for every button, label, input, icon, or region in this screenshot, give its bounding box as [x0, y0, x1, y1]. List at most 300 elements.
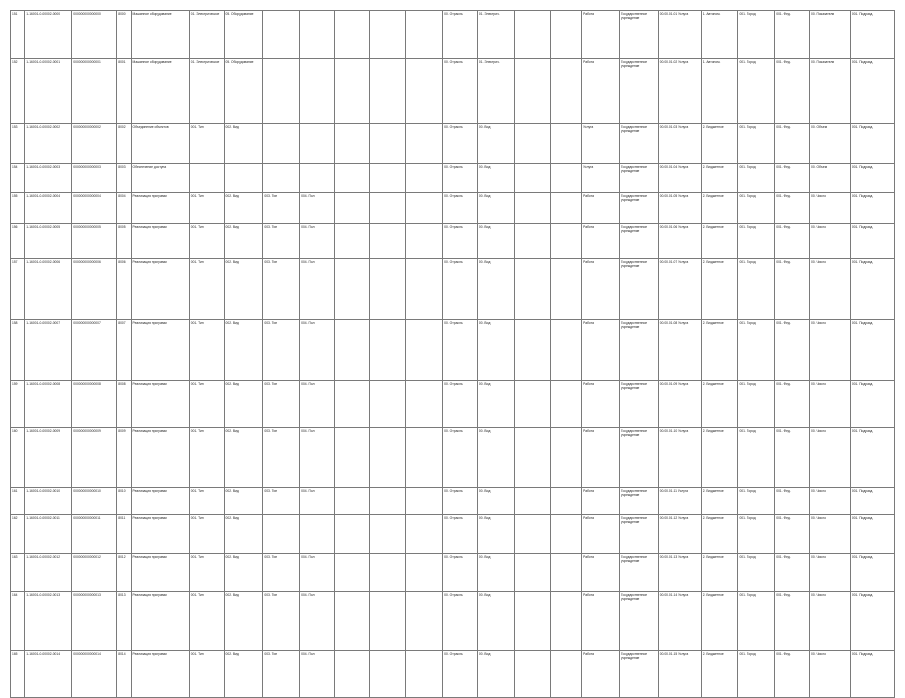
table-cell: Реализация программ — [131, 515, 189, 554]
table-cell: 000000000000009 — [72, 428, 117, 488]
table-cell: 01. Электрическое — [189, 59, 224, 124]
table-cell: 001. Тип — [189, 554, 224, 592]
table-cell: 01. Электрическое — [189, 11, 224, 59]
table-cell: 000000000000014 — [72, 651, 117, 698]
table-cell: 1-16001-0-00002-0001 — [25, 59, 72, 124]
table-cell — [369, 11, 406, 59]
table-cell: 003. Тип — [263, 320, 300, 381]
table-cell: 1-16001-0-00002-0002 — [25, 124, 72, 164]
table-cell — [369, 592, 406, 651]
table-cell: 1-16001-0-00002-0014 — [25, 651, 72, 698]
table-cell: 00. Отрасль — [443, 428, 478, 488]
table-cell: 00. Вид — [477, 554, 514, 592]
table-cell: Услуга — [582, 164, 620, 193]
table-cell: 155 — [11, 193, 25, 224]
table-cell: Работа — [582, 259, 620, 320]
table-cell: 2. Бюджетное — [701, 515, 738, 554]
table-cell: 001. Тип — [189, 320, 224, 381]
table-cell: 00. Отрасль — [443, 59, 478, 124]
table-cell: 001. Город — [738, 259, 775, 320]
table-cell: 001. Город — [738, 515, 775, 554]
table-row — [11, 320, 895, 381]
table-cell: 001. Фед. — [775, 59, 810, 124]
table-cell: 003. Тип — [263, 554, 300, 592]
table-cell: 00. Вид — [477, 428, 514, 488]
table-cell — [334, 224, 369, 259]
table-cell: 1-16001-0-00002-0008 — [25, 381, 72, 428]
table-cell: 8007 — [117, 320, 131, 381]
table-cell: 8004 — [117, 193, 131, 224]
table-cell: 001. Фед. — [775, 592, 810, 651]
table-cell — [334, 320, 369, 381]
table-cell: 001. Город — [738, 592, 775, 651]
table-cell: 001. Подразд. — [850, 381, 894, 428]
table-cell: 004. Пол — [300, 193, 335, 224]
table-cell: 2. Бюджетное — [701, 320, 738, 381]
table-cell: 00. Отрасль — [443, 515, 478, 554]
table-cell — [514, 193, 551, 224]
table-cell: 1-16001-0-00002-0009 — [25, 428, 72, 488]
table-cell — [406, 515, 443, 554]
table-cell: 00.00.01.05 Услуга — [658, 193, 701, 224]
table-cell: 001. Фед. — [775, 164, 810, 193]
table-cell: 001. Подразд. — [850, 320, 894, 381]
table-cell: 00.00.01.11 Услуга — [658, 488, 701, 515]
table-cell: Объединение объектов — [131, 124, 189, 164]
table-cell: 001. Город — [738, 193, 775, 224]
table-cell: 004. Пол — [300, 554, 335, 592]
table-cell: 001. Фед. — [775, 515, 810, 554]
table-cell: 001. Город — [738, 124, 775, 164]
table-cell: 1-16001-0-00002-0004 — [25, 193, 72, 224]
table-cell — [369, 488, 406, 515]
table-cell: Реализация программ — [131, 592, 189, 651]
table-cell: 004. Пол — [300, 428, 335, 488]
table-cell: 004. Пол — [300, 320, 335, 381]
table-cell — [406, 488, 443, 515]
table-cell: 000000000000007 — [72, 320, 117, 381]
table-cell: 00. Вид — [477, 488, 514, 515]
table-cell — [369, 381, 406, 428]
table-cell: 001. Фед. — [775, 224, 810, 259]
table-cell: 00. Отрасль — [443, 320, 478, 381]
table-cell — [224, 164, 263, 193]
table-cell — [369, 554, 406, 592]
table-cell: 00.00.01.10 Услуга — [658, 428, 701, 488]
table-cell: 2. Бюджетное — [701, 224, 738, 259]
table-cell — [551, 515, 582, 554]
table-cell: 1-16001-0-00002-0006 — [25, 259, 72, 320]
table-cell: Государственное учреждение — [619, 651, 658, 698]
table-cell: 00.00.01.06 Услуга — [658, 224, 701, 259]
table-cell: 00.00.01.02 Услуга — [658, 59, 701, 124]
table-cell: 2. Бюджетное — [701, 259, 738, 320]
table-cell — [406, 381, 443, 428]
table-cell: Работа — [582, 193, 620, 224]
table-cell: 001. Тип — [189, 651, 224, 698]
table-cell: 05. Оборудование — [224, 59, 263, 124]
table-cell — [334, 11, 369, 59]
table-cell: Государственное учреждение — [619, 59, 658, 124]
table-cell — [406, 651, 443, 698]
table-cell: 000000000000005 — [72, 224, 117, 259]
table-cell: 001. Тип — [189, 428, 224, 488]
table-cell — [334, 193, 369, 224]
table-cell: 2. Бюджетное — [701, 592, 738, 651]
table-cell: Государственное учреждение — [619, 428, 658, 488]
table-cell: 01. Электрич. — [477, 11, 514, 59]
table-cell: 161 — [11, 488, 25, 515]
table-cell — [514, 554, 551, 592]
table-row — [11, 259, 895, 320]
table-cell: 001. Фед. — [775, 259, 810, 320]
table-cell: 002. Вид — [224, 124, 263, 164]
table-cell: 004. Пол — [300, 259, 335, 320]
table-cell: 8010 — [117, 488, 131, 515]
table-cell: 151 — [11, 11, 25, 59]
table-cell: 00.00.01.07 Услуга — [658, 259, 701, 320]
table-cell: 1-16001-0-00002-0012 — [25, 554, 72, 592]
table-cell: 000000000000008 — [72, 381, 117, 428]
table-cell: 00. Показатели — [809, 59, 850, 124]
table-cell: Реализация программ — [131, 488, 189, 515]
table-cell: 000000000000011 — [72, 515, 117, 554]
table-cell — [514, 124, 551, 164]
table-cell: Государственное учреждение — [619, 164, 658, 193]
table-cell: 001. Город — [738, 11, 775, 59]
table-cell: 000000000000003 — [72, 164, 117, 193]
table-cell — [551, 11, 582, 59]
table-cell: 001. Подразд. — [850, 124, 894, 164]
table-cell: 001. Подразд. — [850, 651, 894, 698]
table-cell: 00. Число — [809, 193, 850, 224]
table-cell — [551, 554, 582, 592]
table-cell: Реализация программ — [131, 381, 189, 428]
table-cell — [514, 651, 551, 698]
table-cell: 001. Тип — [189, 193, 224, 224]
table-cell: 00. Вид — [477, 592, 514, 651]
table-cell: 00. Отрасль — [443, 592, 478, 651]
table-cell: Государственное учреждение — [619, 124, 658, 164]
table-cell: 162 — [11, 515, 25, 554]
table-cell: 000000000000000 — [72, 11, 117, 59]
table-row — [11, 11, 895, 59]
table-cell — [369, 164, 406, 193]
table-cell: 00. Отрасль — [443, 651, 478, 698]
table-cell — [406, 592, 443, 651]
table-cell — [334, 651, 369, 698]
table-cell: 1-16001-0-00002-0007 — [25, 320, 72, 381]
table-cell — [551, 164, 582, 193]
table-cell — [514, 164, 551, 193]
table-cell — [263, 11, 300, 59]
table-cell: 00. Объем — [809, 124, 850, 164]
table-cell: 8013 — [117, 592, 131, 651]
table-cell: 00.00.01.12 Услуга — [658, 515, 701, 554]
table-cell: 8008 — [117, 381, 131, 428]
table-cell — [551, 224, 582, 259]
table-cell — [514, 428, 551, 488]
table-cell — [551, 381, 582, 428]
table-cell: 00. Отрасль — [443, 381, 478, 428]
table-cell: 001. Тип — [189, 488, 224, 515]
table-cell: 00. Объем — [809, 164, 850, 193]
table-cell — [551, 320, 582, 381]
table-cell: 001. Город — [738, 651, 775, 698]
table-cell: Реализация программ — [131, 259, 189, 320]
table-cell: 001. Подразд. — [850, 164, 894, 193]
table-cell: Реализация программ — [131, 554, 189, 592]
table-cell: 002. Вид — [224, 259, 263, 320]
table-cell: Работа — [582, 428, 620, 488]
table-cell: 8001 — [117, 59, 131, 124]
table-cell: 000000000000004 — [72, 193, 117, 224]
table-row — [11, 488, 895, 515]
table-cell — [369, 428, 406, 488]
table-cell: 001. Фед. — [775, 651, 810, 698]
table-cell: 00.00.01.14 Услуга — [658, 592, 701, 651]
table-cell: Обеспечение доступа — [131, 164, 189, 193]
table-cell: 00.00.01.15 Услуга — [658, 651, 701, 698]
table-cell: 00.00.01.13 Услуга — [658, 554, 701, 592]
table-cell: 00. Вид — [477, 381, 514, 428]
table-cell: 001. Подразд. — [850, 193, 894, 224]
table-cell: 001. Подразд. — [850, 554, 894, 592]
table-cell: 001. Тип — [189, 124, 224, 164]
table-cell — [514, 11, 551, 59]
table-cell: 002. Вид — [224, 651, 263, 698]
table-cell — [551, 59, 582, 124]
table-cell: 002. Вид — [224, 193, 263, 224]
table-cell: 00. Число — [809, 381, 850, 428]
table-row — [11, 554, 895, 592]
table-cell: 001. Фед. — [775, 554, 810, 592]
table-cell: 001. Фед. — [775, 488, 810, 515]
table-cell — [189, 164, 224, 193]
table-cell: 000000000000013 — [72, 592, 117, 651]
table-cell — [551, 124, 582, 164]
table-cell: 001. Подразд. — [850, 59, 894, 124]
table-cell: 001. Подразд. — [850, 592, 894, 651]
table-cell: Работа — [582, 554, 620, 592]
table-cell: 2. Бюджетное — [701, 381, 738, 428]
table-cell: 001. Тип — [189, 592, 224, 651]
table-cell — [334, 59, 369, 124]
table-cell: 163 — [11, 554, 25, 592]
table-cell — [551, 193, 582, 224]
table-cell: 00. Вид — [477, 224, 514, 259]
table-cell: 2. Бюджетное — [701, 193, 738, 224]
table-cell: 8000 — [117, 11, 131, 59]
table-cell: 003. Тип — [263, 381, 300, 428]
table-cell: 156 — [11, 224, 25, 259]
table-cell: 001. Подразд. — [850, 259, 894, 320]
table-cell: 001. Фед. — [775, 381, 810, 428]
table-cell — [263, 515, 300, 554]
table-cell — [406, 11, 443, 59]
table-cell: 00. Вид — [477, 320, 514, 381]
table-cell: Государственное учреждение — [619, 320, 658, 381]
table-row — [11, 651, 895, 698]
table-cell: 001. Подразд. — [850, 224, 894, 259]
table-cell: 00. Вид — [477, 193, 514, 224]
table-cell: 001. Подразд. — [850, 11, 894, 59]
table-cell — [514, 515, 551, 554]
table-cell: Работа — [582, 381, 620, 428]
table-cell: 001. Тип — [189, 515, 224, 554]
table-row — [11, 59, 895, 124]
table-cell — [406, 164, 443, 193]
table-cell: 001. Город — [738, 488, 775, 515]
table-row — [11, 164, 895, 193]
table-cell: 00. Отрасль — [443, 488, 478, 515]
table-cell — [406, 554, 443, 592]
table-cell: Реализация программ — [131, 224, 189, 259]
table-row — [11, 124, 895, 164]
table-cell: 00.00.01.08 Услуга — [658, 320, 701, 381]
table-cell: 004. Пол — [300, 651, 335, 698]
table-cell: 001. Город — [738, 59, 775, 124]
table-cell: 001. Фед. — [775, 193, 810, 224]
table-cell: 001. Город — [738, 164, 775, 193]
table-cell — [300, 11, 335, 59]
table-cell: Работа — [582, 592, 620, 651]
table-row — [11, 592, 895, 651]
table-row — [11, 428, 895, 488]
table-cell: 000000000000006 — [72, 259, 117, 320]
table-cell: 00. Число — [809, 554, 850, 592]
table-cell: 000000000000002 — [72, 124, 117, 164]
table-cell: 002. Вид — [224, 381, 263, 428]
table-cell: Государственное учреждение — [619, 515, 658, 554]
table-cell: 00. Вид — [477, 259, 514, 320]
table-cell: Государственное учреждение — [619, 554, 658, 592]
table-cell: 1-16001-0-00002-0013 — [25, 592, 72, 651]
table-cell: 164 — [11, 592, 25, 651]
table-cell: 001. Тип — [189, 259, 224, 320]
table-cell: 1-16001-0-00002-0010 — [25, 488, 72, 515]
table-cell: 2. Бюджетное — [701, 164, 738, 193]
table-cell — [369, 651, 406, 698]
table-cell: 1-16001-0-00002-0000 — [25, 11, 72, 59]
table-cell: Машинное оборудование — [131, 11, 189, 59]
table-cell: 00. Отрасль — [443, 11, 478, 59]
table-cell: Государственное учреждение — [619, 259, 658, 320]
table-cell: 00. Отрасль — [443, 259, 478, 320]
table-cell — [334, 259, 369, 320]
table-cell — [334, 592, 369, 651]
table-cell: Реализация программ — [131, 428, 189, 488]
table-cell: 00. Отрасль — [443, 124, 478, 164]
table-cell: 2. Бюджетное — [701, 488, 738, 515]
table-cell: 2. Бюджетное — [701, 124, 738, 164]
table-cell: 8012 — [117, 554, 131, 592]
table-cell: 001. Тип — [189, 381, 224, 428]
table-cell: 1-16001-0-00002-0005 — [25, 224, 72, 259]
table-cell: Работа — [582, 224, 620, 259]
table-cell — [334, 164, 369, 193]
table-cell: 004. Пол — [300, 224, 335, 259]
table-cell: 001. Город — [738, 554, 775, 592]
table-cell: 8009 — [117, 428, 131, 488]
table-cell: 00. Число — [809, 259, 850, 320]
table-cell: 00. Отрасль — [443, 164, 478, 193]
table-cell: 003. Тип — [263, 428, 300, 488]
table-cell: 003. Тип — [263, 651, 300, 698]
table-cell: 00. Вид — [477, 651, 514, 698]
table-cell: 002. Вид — [224, 320, 263, 381]
table-cell: 004. Пол — [300, 592, 335, 651]
table-cell: 2. Бюджетное — [701, 554, 738, 592]
table-cell: 001. Подразд. — [850, 515, 894, 554]
table-cell — [334, 124, 369, 164]
table-cell: 160 — [11, 428, 25, 488]
table-cell: 8005 — [117, 224, 131, 259]
table-cell: Услуга — [582, 124, 620, 164]
table-cell: 001. Подразд. — [850, 488, 894, 515]
table-cell — [300, 515, 335, 554]
table-cell: 00.00.01.04 Услуга — [658, 164, 701, 193]
table-cell: 01. Электрич. — [477, 59, 514, 124]
table-cell: 002. Вид — [224, 592, 263, 651]
table-cell: 159 — [11, 381, 25, 428]
table-cell: Государственное учреждение — [619, 193, 658, 224]
table-cell — [551, 259, 582, 320]
table-cell: 003. Тип — [263, 259, 300, 320]
table-cell: 00. Число — [809, 651, 850, 698]
table-cell — [300, 164, 335, 193]
table-cell — [514, 488, 551, 515]
table-cell: 158 — [11, 320, 25, 381]
table-cell: Работа — [582, 320, 620, 381]
table-cell — [551, 428, 582, 488]
table-cell — [514, 320, 551, 381]
table-cell — [263, 59, 300, 124]
table-cell: 001. Тип — [189, 224, 224, 259]
table-cell: Работа — [582, 488, 620, 515]
table-cell: 00.00.01.01 Услуга — [658, 11, 701, 59]
table-cell — [406, 259, 443, 320]
table-cell: 05. Оборудование — [224, 11, 263, 59]
table-cell: 003. Тип — [263, 488, 300, 515]
table-cell: 002. Вид — [224, 554, 263, 592]
table-cell — [369, 59, 406, 124]
table-cell: 001. Фед. — [775, 124, 810, 164]
table-cell: Государственное учреждение — [619, 592, 658, 651]
table-cell: 2. Бюджетное — [701, 428, 738, 488]
table-cell: 001. Город — [738, 224, 775, 259]
table-cell: 002. Вид — [224, 515, 263, 554]
table-cell: 000000000000012 — [72, 554, 117, 592]
table-cell: 2. Бюджетное — [701, 651, 738, 698]
table-cell: 002. Вид — [224, 428, 263, 488]
table-cell — [334, 488, 369, 515]
table-cell — [369, 259, 406, 320]
table-cell: Государственное учреждение — [619, 488, 658, 515]
table-cell: 152 — [11, 59, 25, 124]
table-cell: 00. Показатели — [809, 11, 850, 59]
table-cell: 000000000000010 — [72, 488, 117, 515]
table-cell — [514, 59, 551, 124]
table-cell: 1-16001-0-00002-0003 — [25, 164, 72, 193]
table-cell: 003. Тип — [263, 592, 300, 651]
table-cell: 00. Отрасль — [443, 193, 478, 224]
table-cell: Государственное учреждение — [619, 11, 658, 59]
table-cell: 001. Фед. — [775, 320, 810, 381]
table-cell — [514, 224, 551, 259]
table-cell: 157 — [11, 259, 25, 320]
table-cell: Государственное учреждение — [619, 381, 658, 428]
